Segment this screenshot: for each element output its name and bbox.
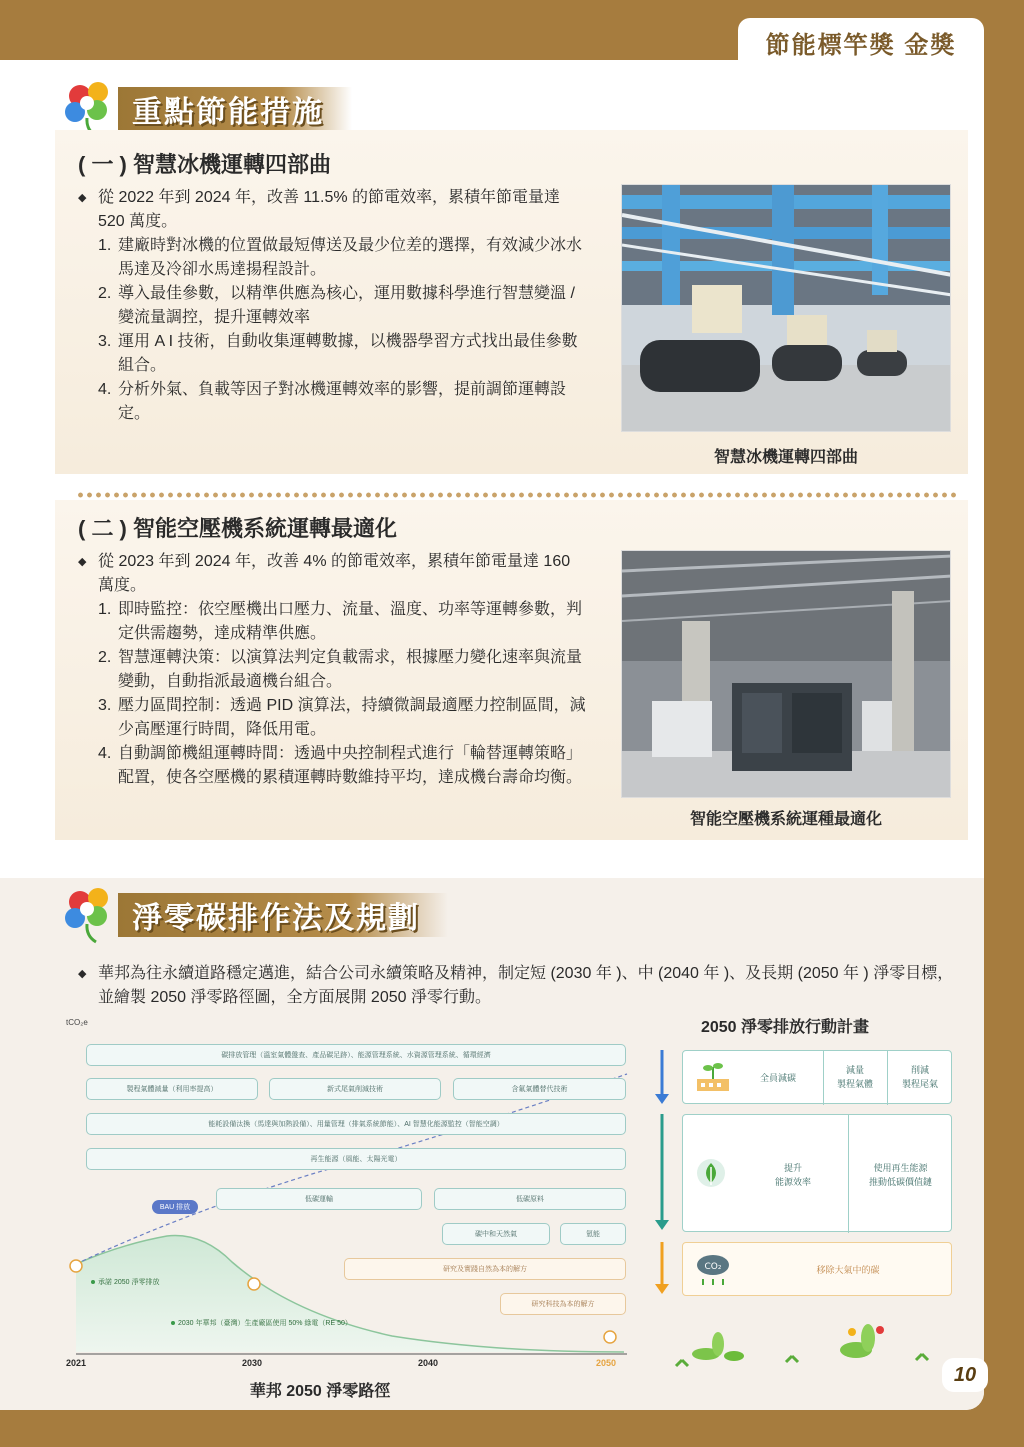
dotted-divider (76, 492, 956, 498)
part1-list (98, 234, 588, 426)
item-number: 3. (98, 333, 112, 350)
item-text: 即時監控：依空壓機出口壓力、流量、溫度、功率等運轉參數，判定供需趨勢，達成精準供應。 (118, 601, 583, 642)
re50-label: 2030 年華邦（臺灣）生產廠區使用 50% 綠電（RE 50） (178, 1320, 352, 1327)
chart-caption: 華邦 2050 淨零路徑 (249, 1383, 391, 1400)
item-text: 建廠時對冰機的位置做最短傳送及最少位差的選擇，有效減少冰水馬達及冷卻水馬達揚程設計。 (118, 237, 583, 278)
section2-bullet-text: 華邦為往永續道路穩定邁進，結合公司永續策略及精神，制定短 (2030 年 )、中 (2040 年 )、及長期 (2050 年 ) 淨零目標，並繪製 2050 淨零路徑圖，全方面展開 2050 淨零行動。 (98, 965, 954, 1006)
x-tick-2040: 2040 (418, 1358, 439, 1368)
compressor-photo (621, 550, 951, 798)
item-text: 智慧運轉決策：以演算法判定負載需求，根據壓力變化速率與流量變動，自動指派最適機台組合。 (118, 649, 583, 690)
item-text: 運用 A I 技術，自動收集運轉數據，以機器學習方式找出最佳參數組合。 (118, 333, 578, 374)
part2-list (98, 598, 588, 790)
y-axis-label: tCO₂e (66, 1018, 88, 1027)
measure-box: 製程氣體減量（利用率提高） (86, 1078, 258, 1100)
part1-caption: 智慧冰機運轉四部曲 (713, 449, 858, 466)
action-row-1 (682, 1050, 952, 1104)
action-plan-title: 2050 淨零排放行動計畫 (700, 1019, 870, 1036)
part2-title: ( 二 ) 智能空壓機系統運轉最適化 (78, 516, 397, 541)
list-item (98, 598, 588, 646)
list-item (98, 378, 588, 426)
net-zero-pathway-chart (62, 1014, 634, 1374)
measure-box: 能耗設備汰換（馬達與加熱設備）、用量管理（排氣系統節能）、AI 智慧化能源監控（智能空調） (86, 1113, 626, 1135)
section2-title: 淨零碳排作法及規劃 (118, 893, 448, 937)
commitment-dot (91, 1280, 95, 1284)
section2-bullet (78, 962, 958, 1010)
part2-bullet (78, 550, 588, 598)
diamond-icon: ◆ (78, 192, 87, 204)
part2-caption: 智能空壓機系統運種最適化 (689, 811, 882, 828)
action-row-3 (682, 1242, 952, 1296)
list-item (98, 694, 588, 742)
action-cell: 移除大氣中的碳 (816, 1265, 880, 1275)
section1-title: 重點節能措施 (118, 87, 352, 131)
page-number: 10 (942, 1358, 988, 1392)
action-cell: 提升 能源效率 (774, 1163, 811, 1187)
item-text: 導入最佳參數，以精準供應為核心，運用數據科學進行智慧變溫 / 變流量調控，提升運轉效率 (118, 285, 575, 326)
list-item (98, 646, 588, 694)
list-item (98, 234, 588, 282)
re50-dot (171, 1321, 175, 1325)
measure-box: 再生能源（風能、太陽光電） (86, 1148, 626, 1170)
measure-box: 研究科技為本的解方 (500, 1293, 626, 1315)
action-cell: 全員減碳 (759, 1073, 796, 1083)
action-cell: 減量 製程氣體 (836, 1065, 873, 1089)
list-item (98, 742, 588, 790)
list-item (98, 282, 588, 330)
measure-box: 氫能 (560, 1223, 626, 1245)
milestone-2021 (70, 1260, 82, 1272)
co2-text: CO₂ (704, 1262, 722, 1272)
action-cell: 使用再生能源 推動低碳價值鏈 (868, 1163, 932, 1187)
bau-badge: BAU 排放 (152, 1200, 198, 1214)
x-tick-2030: 2030 (242, 1358, 263, 1368)
factory-plant-icon (693, 1061, 733, 1095)
item-number: 2. (98, 285, 112, 302)
section2-heading (62, 884, 448, 946)
part1-title: ( 一 ) 智慧冰機運轉四部曲 (78, 152, 331, 177)
part1-bullet-text: 從 2022 年到 2024 年，改善 11.5% 的節電效率，累積年節電量達 520 萬度。 (98, 189, 561, 230)
item-text: 自動調節機組運轉時間：透過中央控制程式進行「輪替運轉策略」配置，使各空壓機的累積運轉時數維持平均，達成機台壽命均衡。 (118, 745, 583, 786)
milestone-2030 (248, 1278, 260, 1290)
milestone-2050 (604, 1331, 616, 1343)
flower-logo-icon (62, 884, 118, 946)
item-text: 壓力區間控制：透過 PID 演算法，持續微調最適壓力控制區間，減少高壓運行時間，降低用電。 (118, 697, 586, 738)
x-tick-2050: 2050 (596, 1358, 617, 1368)
item-number: 3. (98, 697, 112, 714)
part1-bullet (78, 186, 588, 234)
commitment-label: 承諾 2050 淨零排放 (98, 1279, 160, 1286)
phase-arrows (652, 1048, 672, 1296)
header-tab: 節能標竿獎 金獎 (738, 18, 984, 66)
measure-box: 低碳原料 (434, 1188, 626, 1210)
item-number: 4. (98, 745, 112, 762)
co2-cloud-icon (693, 1251, 733, 1289)
measure-box: 含氟氣體替代技術 (453, 1078, 626, 1100)
item-number: 1. (98, 237, 112, 254)
measure-box: 碳排放管理（溫室氣體盤查、產品碳足跡）、能源管理系統、水資源管理系統、循環經濟 (86, 1044, 626, 1066)
item-number: 4. (98, 381, 112, 398)
measure-box: 新式尾氣削減技術 (269, 1078, 441, 1100)
item-number: 1. (98, 601, 112, 618)
action-cell: 削減 製程尾氣 (901, 1065, 938, 1089)
chiller-photo (621, 184, 951, 432)
item-text: 分析外氣、負載等因子對冰機運轉效率的影響，提前調節運轉設定。 (118, 381, 567, 422)
list-item (98, 330, 588, 378)
part2-bullet-text: 從 2023 年到 2024 年，改善 4% 的節電效率，累積年節電量達 160 萬度。 (98, 553, 571, 594)
diamond-icon: ◆ (78, 556, 87, 568)
plants-decoration (656, 1316, 956, 1376)
item-number: 2. (98, 649, 112, 666)
measure-box: 研究及實踐自然為本的解方 (344, 1258, 626, 1280)
x-tick-2021: 2021 (66, 1358, 87, 1368)
measure-box: 碳中和天然氣 (442, 1223, 550, 1245)
measure-box: 低碳運輸 (216, 1188, 422, 1210)
diamond-icon: ◆ (78, 968, 87, 980)
action-row-2 (682, 1114, 952, 1232)
leaf-plug-icon (695, 1157, 727, 1189)
